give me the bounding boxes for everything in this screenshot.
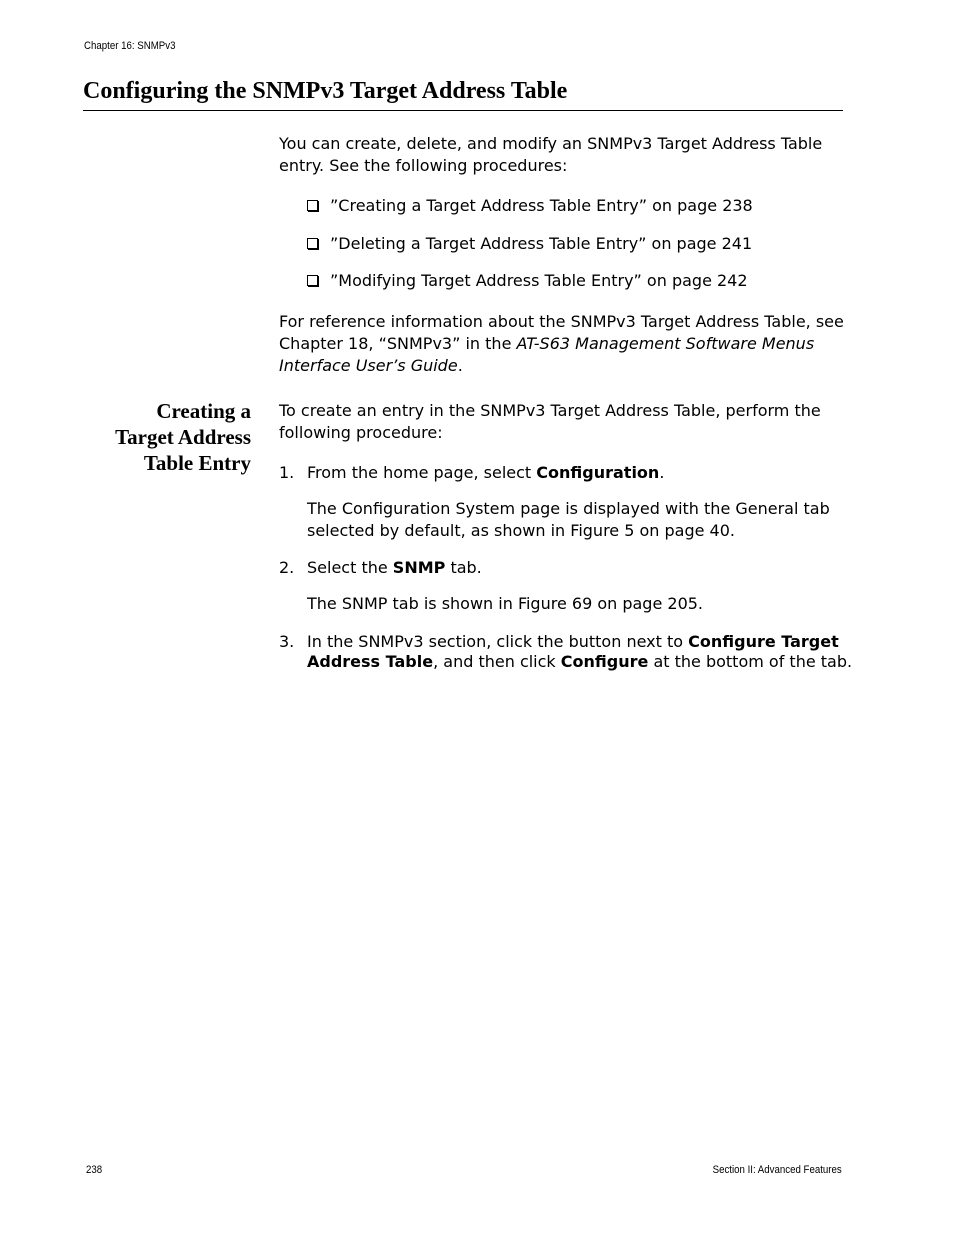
- procedure-link-label: ”Creating a Target Address Table Entry” on page 238: [330, 196, 753, 215]
- checkbox-bullet-icon: [307, 275, 318, 286]
- subsection-heading: [115, 398, 251, 476]
- subsection-intro: [279, 400, 821, 444]
- step-note-line: The Configuration System page is displayed with the General tab: [307, 499, 830, 518]
- step-text-suffix: .: [659, 463, 665, 482]
- step-note-line: selected by default, as shown in Figure 5 on page 40.: [307, 521, 735, 540]
- checkbox-bullet-icon: [307, 200, 318, 211]
- footer-section-label: Section II: Advanced Features: [712, 1164, 842, 1176]
- subsection-intro-line: To create an entry in the SNMPv3 Target Address Table, perform the: [279, 401, 821, 420]
- section-title: Configuring the SNMPv3 Target Address Table: [83, 78, 568, 104]
- reference-line: Chapter 18, “SNMPv3” in the: [279, 334, 517, 353]
- subsection-intro-line: following procedure:: [279, 423, 443, 442]
- procedure-link-modifying[interactable]: [307, 270, 748, 292]
- ui-term-configure: Configure: [560, 652, 649, 671]
- intro-paragraph: [279, 133, 822, 177]
- subsection-heading-line: Target Address: [115, 425, 251, 449]
- guide-title: Interface User’s Guide: [279, 356, 458, 375]
- step-text: [307, 463, 664, 483]
- ui-term-configure-target: Configure Target: [688, 632, 839, 651]
- checkbox-bullet-icon: [307, 238, 318, 249]
- reference-line: For reference information about the SNMPv3 Target Address Table, see: [279, 312, 844, 331]
- intro-line: You can create, delete, and modify an SNMPv3 Target Address Table: [279, 134, 823, 153]
- step-number: 1.: [279, 463, 295, 482]
- step-text: [307, 558, 482, 578]
- step-number: 3.: [279, 632, 295, 651]
- step-text: [307, 632, 852, 672]
- guide-title: AT-S63 Management Software Menus: [516, 334, 815, 353]
- title-rule: [83, 110, 843, 111]
- running-head: Chapter 16: SNMPv3: [84, 40, 176, 52]
- subsection-heading-line: Table Entry: [143, 451, 251, 475]
- reference-paragraph: [279, 311, 844, 377]
- step-text-prefix: Select the: [307, 558, 393, 577]
- procedure-link-creating[interactable]: [307, 195, 753, 217]
- procedure-link-deleting[interactable]: [307, 233, 752, 255]
- step-text-mid: , and then click: [433, 652, 561, 671]
- procedure-link-label: ”Modifying Target Address Table Entry” on page 242: [330, 271, 748, 290]
- ui-term-configuration: Configuration: [536, 463, 660, 482]
- step-note: [307, 594, 703, 614]
- intro-line: entry. See the following procedures:: [279, 156, 568, 175]
- step-text-prefix: In the SNMPv3 section, click the button next to: [307, 632, 689, 651]
- procedure-link-label: ”Deleting a Target Address Table Entry” on page 241: [330, 234, 753, 253]
- step-note-line: The SNMP tab is shown in Figure 69 on page 205.: [307, 594, 704, 613]
- page-number: 238: [86, 1164, 103, 1176]
- step-note: [307, 498, 830, 542]
- ui-term-address-table: Address Table: [307, 652, 434, 671]
- ui-term-snmp: SNMP: [392, 558, 446, 577]
- step-number: 2.: [279, 558, 295, 577]
- subsection-heading-line: Creating a: [156, 399, 251, 423]
- step-text-prefix: From the home page, select: [307, 463, 537, 482]
- reference-period: .: [457, 356, 463, 375]
- step-text-suffix: tab.: [445, 558, 482, 577]
- step-text-suffix: at the bottom of the tab.: [648, 652, 853, 671]
